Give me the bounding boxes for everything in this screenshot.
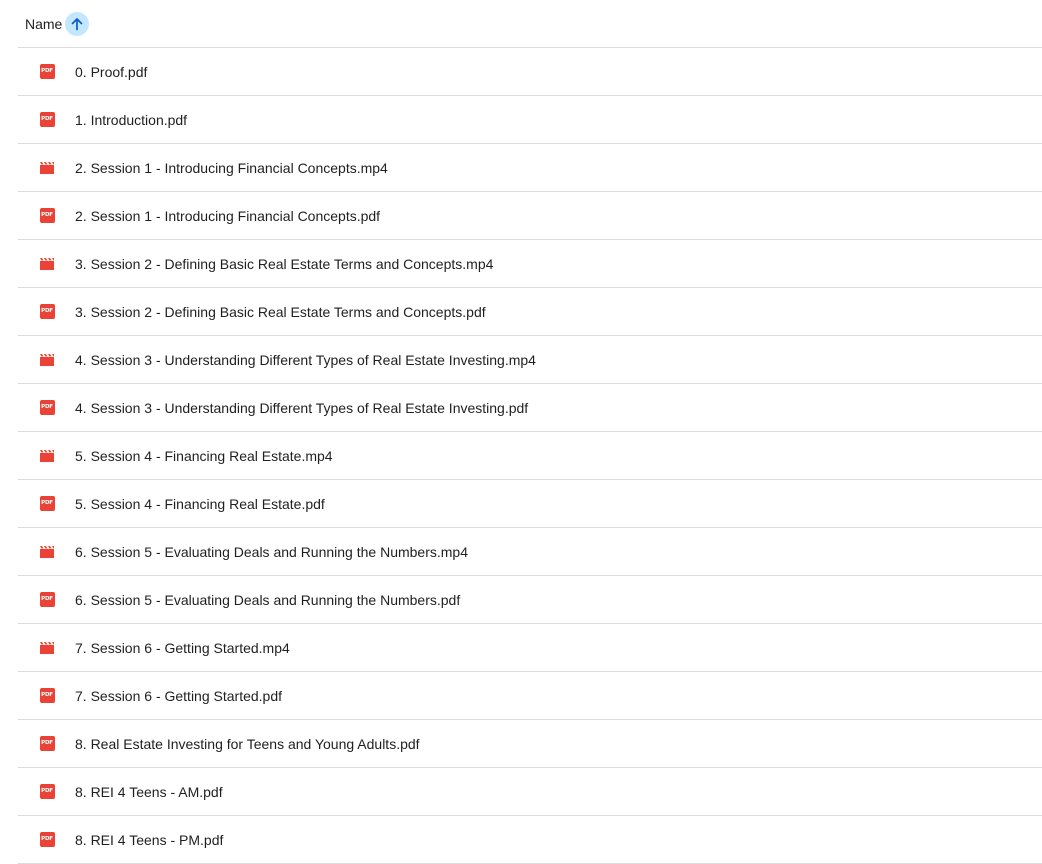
file-name: 6. Session 5 - Evaluating Deals and Running the Numbers.mp4 xyxy=(75,543,468,560)
file-name: 1. Introduction.pdf xyxy=(75,111,188,128)
file-name: 8. REI 4 Teens - PM.pdf xyxy=(75,831,224,848)
pdf-badge: PDF xyxy=(40,688,55,703)
file-row[interactable] xyxy=(18,288,1042,336)
file-row[interactable] xyxy=(18,720,1042,768)
file-row[interactable] xyxy=(18,576,1042,624)
video-icon xyxy=(39,544,55,560)
file-name: 4. Session 3 - Understanding Different Types of Real Estate Investing.pdf xyxy=(75,399,529,416)
file-row[interactable] xyxy=(18,624,1042,672)
file-name: 7. Session 6 - Getting Started.mp4 xyxy=(75,639,290,656)
file-list xyxy=(18,48,1042,864)
pdf-icon xyxy=(39,400,55,416)
pdf-icon xyxy=(39,304,55,320)
pdf-icon xyxy=(39,112,55,128)
file-list-header xyxy=(18,0,1042,48)
file-name: 5. Session 4 - Financing Real Estate.pdf xyxy=(75,495,325,512)
pdf-icon xyxy=(39,208,55,224)
file-name: 0. Proof.pdf xyxy=(75,63,148,80)
name-column-header[interactable]: Name xyxy=(25,15,63,32)
pdf-icon xyxy=(39,832,55,848)
file-row[interactable] xyxy=(18,432,1042,480)
file-row[interactable] xyxy=(18,480,1042,528)
sort-direction-button[interactable] xyxy=(65,12,89,36)
file-name: 8. REI 4 Teens - AM.pdf xyxy=(75,783,223,800)
pdf-badge: PDF xyxy=(40,64,55,79)
pdf-badge: PDF xyxy=(40,400,55,415)
pdf-badge: PDF xyxy=(40,304,55,319)
video-icon xyxy=(39,448,55,464)
arrow-up-icon xyxy=(69,16,85,32)
file-row[interactable] xyxy=(18,48,1042,96)
file-row[interactable] xyxy=(18,528,1042,576)
file-row[interactable] xyxy=(18,384,1042,432)
video-icon xyxy=(39,160,55,176)
file-row[interactable] xyxy=(18,240,1042,288)
file-name: 3. Session 2 - Defining Basic Real Estate Terms and Concepts.pdf xyxy=(75,303,486,320)
pdf-icon xyxy=(39,688,55,704)
file-name: 2. Session 1 - Introducing Financial Concepts.mp4 xyxy=(75,159,388,176)
file-row[interactable] xyxy=(18,96,1042,144)
file-name: 2. Session 1 - Introducing Financial Concepts.pdf xyxy=(75,207,381,224)
pdf-icon xyxy=(39,64,55,80)
pdf-badge: PDF xyxy=(40,592,55,607)
file-name: 6. Session 5 - Evaluating Deals and Running the Numbers.pdf xyxy=(75,591,461,608)
pdf-badge: PDF xyxy=(40,736,55,751)
pdf-icon xyxy=(39,496,55,512)
pdf-badge: PDF xyxy=(40,112,55,127)
file-row[interactable] xyxy=(18,816,1042,864)
file-row[interactable] xyxy=(18,768,1042,816)
file-name: 7. Session 6 - Getting Started.pdf xyxy=(75,687,283,704)
file-row[interactable] xyxy=(18,144,1042,192)
video-icon xyxy=(39,640,55,656)
pdf-icon xyxy=(39,736,55,752)
file-name: 5. Session 4 - Financing Real Estate.mp4 xyxy=(75,447,333,464)
pdf-badge: PDF xyxy=(40,784,55,799)
pdf-icon xyxy=(39,784,55,800)
pdf-badge: PDF xyxy=(40,208,55,223)
pdf-badge: PDF xyxy=(40,496,55,511)
pdf-icon xyxy=(39,592,55,608)
video-icon xyxy=(39,352,55,368)
video-icon xyxy=(39,256,55,272)
file-name: 4. Session 3 - Understanding Different Types of Real Estate Investing.mp4 xyxy=(75,351,536,368)
file-row[interactable] xyxy=(18,336,1042,384)
file-row[interactable] xyxy=(18,672,1042,720)
file-name: 3. Session 2 - Defining Basic Real Estate Terms and Concepts.mp4 xyxy=(75,255,494,272)
file-row[interactable] xyxy=(18,192,1042,240)
file-name: 8. Real Estate Investing for Teens and Young Adults.pdf xyxy=(75,735,420,752)
pdf-badge: PDF xyxy=(40,832,55,847)
